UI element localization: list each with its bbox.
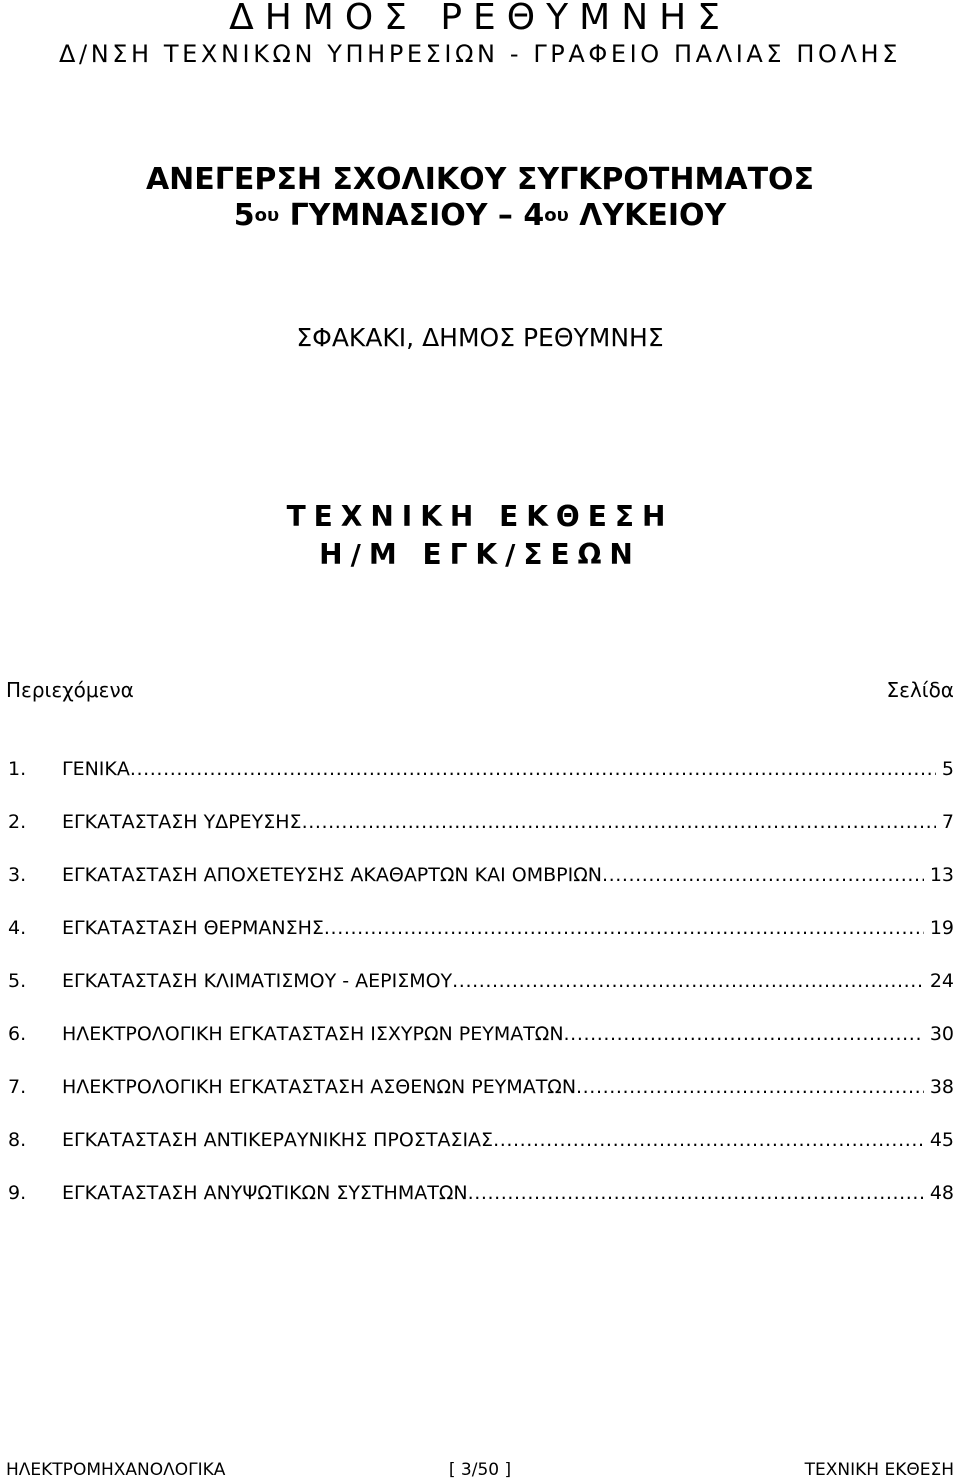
toc-leader-dots (602, 862, 924, 888)
toc-heading: Περιεχόμενα (6, 678, 134, 702)
department-subtitle: Δ/ΝΣΗ ΤΕΧΝΙΚΩΝ ΥΠΗΡΕΣΙΩΝ - ΓΡΑΦΕΙΟ ΠΑΛΙΑΣ ΠΟΛΗΣ (59, 40, 901, 68)
toc-page-heading: Σελίδα (886, 678, 954, 702)
toc-entry-number: 3. (8, 864, 27, 886)
toc-entry-number: 8. (8, 1129, 27, 1151)
project-schools-part2: ΓΥΜΝΑΣΙΟΥ – 4 (279, 198, 545, 233)
toc-entry-number: 9. (8, 1182, 27, 1204)
toc-entry[interactable] (8, 756, 954, 809)
toc-entry-page: 13 (929, 864, 954, 886)
toc-leader-dots (564, 1021, 924, 1047)
municipality-title: ΔΗΜΟΣ ΡΕΘΥΜΝΗΣ (229, 0, 731, 38)
toc-leader-dots (468, 1180, 924, 1206)
toc-entry-number: 2. (8, 811, 27, 833)
toc-entry[interactable] (8, 968, 954, 1021)
toc-entry-label: ΓΕΝΙΚΑ (62, 758, 130, 780)
toc-entry-page: 30 (929, 1023, 954, 1045)
toc-leader-dots (302, 809, 936, 835)
toc-leader-dots (324, 915, 924, 941)
toc-entry-page: 45 (929, 1129, 954, 1151)
toc-entry-number: 5. (8, 970, 27, 992)
toc-entry-number: 7. (8, 1076, 27, 1098)
toc-entry-page: 7 (941, 811, 954, 833)
table-of-contents (8, 756, 954, 1233)
toc-entry-label: ΕΓΚΑΤΑΣΤΑΣΗ ΑΝΥΨΩΤΙΚΩΝ ΣΥΣΤΗΜΑΤΩΝ (62, 1182, 468, 1204)
toc-leader-dots (452, 968, 924, 994)
project-location: ΣΦΑΚΑΚΙ, ΔΗΜΟΣ ΡΕΘΥΜΝΗΣ (296, 323, 664, 352)
report-subtitle: Η/Μ ΕΓΚ/ΣΕΩΝ (319, 538, 641, 571)
toc-entry[interactable] (8, 862, 954, 915)
project-schools (0, 198, 960, 234)
toc-entry-label: ΗΛΕΚΤΡΟΛΟΓΙΚΗ ΕΓΚΑΤΑΣΤΑΣΗ ΙΣΧΥΡΩΝ ΡΕΥΜΑΤΩΝ (62, 1023, 564, 1045)
toc-leader-dots (130, 756, 936, 782)
project-schools-part3: ΛΥΚΕΙΟΥ (568, 198, 727, 233)
toc-header (6, 676, 954, 704)
report-title: ΤΕΧΝΙΚΗ ΕΚΘΕΣΗ (286, 500, 674, 533)
toc-entry[interactable] (8, 1021, 954, 1074)
toc-entry-page: 38 (929, 1076, 954, 1098)
footer-left-label: ΗΛΕΚΤΡΟΜΗΧΑΝΟΛΟΓΙΚΑ (6, 1460, 226, 1480)
toc-entry[interactable] (8, 1074, 954, 1127)
toc-entry-label: ΕΓΚΑΤΑΣΤΑΣΗ ΘΕΡΜΑΝΣΗΣ (62, 917, 324, 939)
toc-entry-label: ΕΓΚΑΤΑΣΤΑΣΗ ΚΛΙΜΑΤΙΣΜΟΥ - ΑΕΡΙΣΜΟΥ (62, 970, 453, 992)
project-schools-part1: 5 (233, 198, 255, 233)
project-schools-sup2: ου (544, 205, 569, 226)
toc-entry-label: ΕΓΚΑΤΑΣΤΑΣΗ ΑΝΤΙΚΕΡΑΥΝΙΚΗΣ ΠΡΟΣΤΑΣΙΑΣ (62, 1129, 494, 1151)
toc-entry-page: 5 (941, 758, 954, 780)
project-schools-sup1: ου (254, 205, 280, 226)
toc-entry[interactable] (8, 1180, 954, 1233)
toc-entry-label: ΗΛΕΚΤΡΟΛΟΓΙΚΗ ΕΓΚΑΤΑΣΤΑΣΗ ΑΣΘΕΝΩΝ ΡΕΥΜΑΤΩΝ (62, 1076, 577, 1098)
toc-entry[interactable] (8, 1127, 954, 1180)
toc-leader-dots (576, 1074, 924, 1100)
footer-right-label: ΤΕΧΝΙΚΗ ΕΚΘΕΣΗ (804, 1460, 954, 1480)
toc-entry-number: 6. (8, 1023, 27, 1045)
toc-entry[interactable] (8, 809, 954, 862)
toc-entry-number: 1. (8, 758, 27, 780)
toc-entry-label: ΕΓΚΑΤΑΣΤΑΣΗ ΑΠΟΧΕΤΕΥΣΗΣ ΑΚΑΘΑΡΤΩΝ ΚΑΙ ΟΜΒΡΙΩΝ (62, 864, 602, 886)
toc-entry-page: 24 (929, 970, 954, 992)
toc-entry-label: ΕΓΚΑΤΑΣΤΑΣΗ ΥΔΡΕΥΣΗΣ (62, 811, 302, 833)
toc-leader-dots (493, 1127, 924, 1153)
toc-entry-page: 48 (929, 1182, 954, 1204)
toc-entry-number: 4. (8, 917, 27, 939)
project-title: ΑΝΕΓΕΡΣΗ ΣΧΟΛΙΚΟΥ ΣΥΓΚΡΟΤΗΜΑΤΟΣ (145, 162, 815, 197)
toc-entry-page: 19 (929, 917, 954, 939)
toc-entry[interactable] (8, 915, 954, 968)
footer-page-number: [ 3/50 ] (448, 1460, 512, 1480)
